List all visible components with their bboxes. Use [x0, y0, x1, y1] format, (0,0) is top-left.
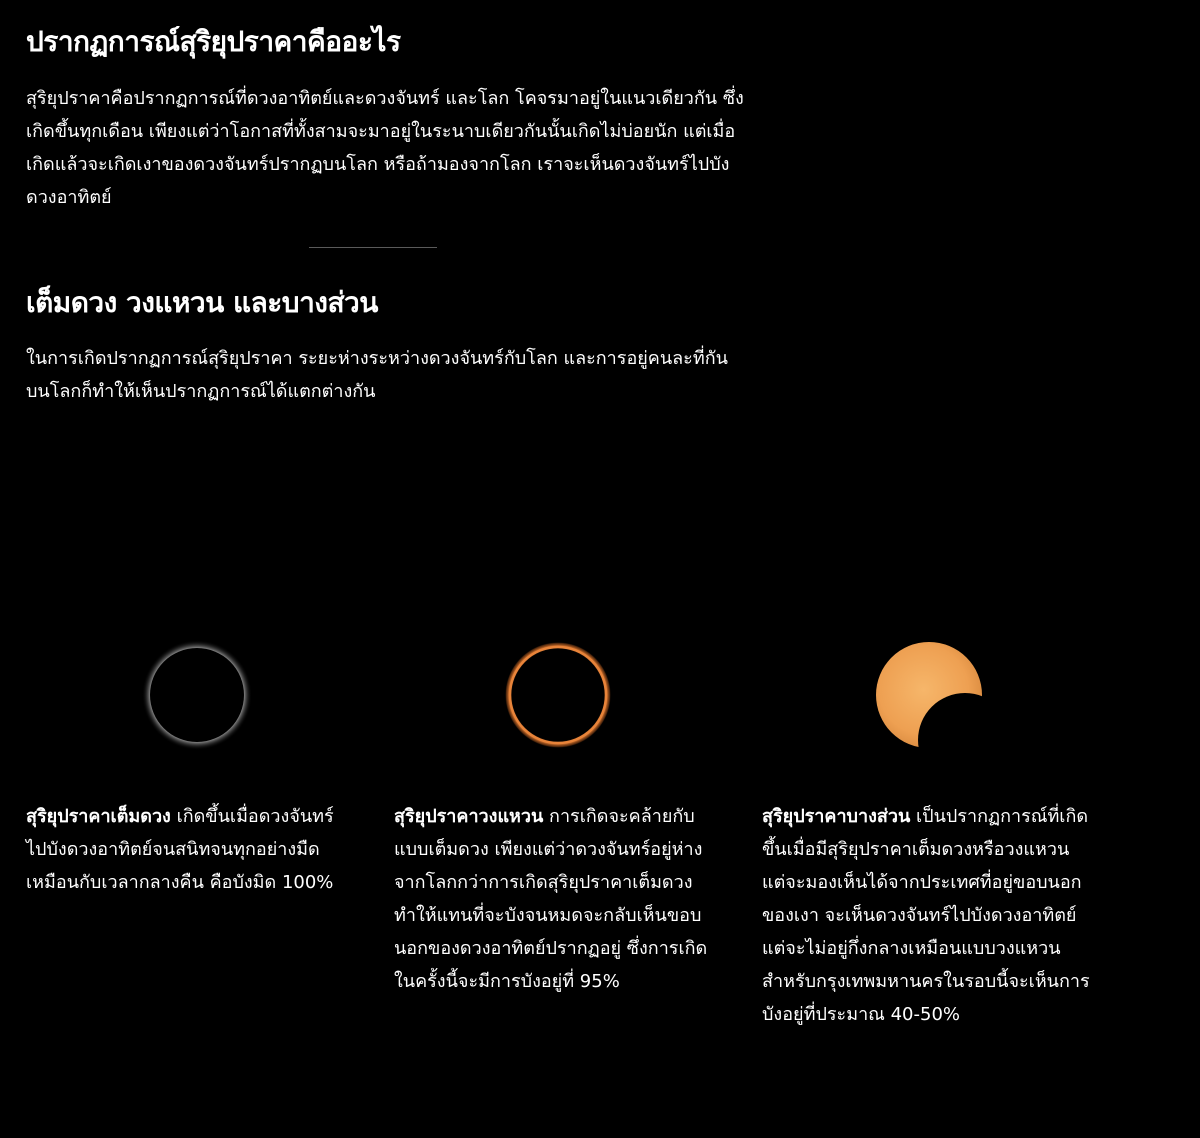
- annular-eclipse-description: [394, 800, 724, 998]
- eclipse-types-title: เต็มดวง วงแหวน และบางส่วน: [26, 286, 378, 319]
- partial-eclipse-text: เป็นปรากฏการณ์ที่เกิดขึ้นเมื่อมีสุริยุปราคาเต็มดวงหรือวงแหวน แต่จะมองเห็นได้จากประเทศที่อยู่ขอบนอกของเงา จะเห็นดวงจันทร์ไปบังดวงอาทิตย์ แต่จะไม่อยู่กึ่งกลางเหมือนแบบวงแหวน สำหรับกรุงเทพมหานครในรอบนี้จะเห็นการบังอยู่ที่ประมาณ 40-50%: [762, 806, 1090, 1025]
- intro-title: ปรากฏการณ์สุริยุปราคาคืออะไร: [26, 25, 401, 58]
- total-eclipse-icon: [142, 640, 252, 750]
- total-eclipse-text: เกิดขึ้นเมื่อดวงจันทร์ไปบังดวงอาทิตย์จนสนิทจนทุกอย่างมืดเหมือนกับเวลากลางคืน คือบังมิด 100%: [26, 806, 334, 893]
- intro-paragraph: สุริยุปราคาคือปรากฏการณ์ที่ดวงอาทิตย์และดวงจันทร์ และโลก โคจรมาอยู่ในแนวเดียวกัน ซึ่งเกิดขึ้นทุกเดือน เพียงแต่ว่าโอกาสที่ทั้งสามจะมาอยู่ในระนาบเดียวกันนั้นเกิดไม่บ่อยนัก แต่เมื่อเกิดแล้วจะเกิดเงาของดวงจันทร์ปรากฏบนโลก หรือถ้ามองจากโลก เราจะเห็นดวงจันทร์ไปบังดวงอาทิตย์: [26, 88, 744, 208]
- total-eclipse-description: [26, 800, 346, 899]
- total-eclipse-name: สุริยุปราคาเต็มดวง: [26, 806, 171, 827]
- eclipse-types-paragraph: ในการเกิดปรากฏการณ์สุริยุปราคา ระยะห่างระหว่างดวงจันทร์กับโลก และการอยู่คนละที่กันบนโลกก็ทำให้เห็นปรากฏการณ์ได้แตกต่างกัน: [26, 348, 728, 402]
- section-divider: [309, 247, 437, 248]
- annular-eclipse-name: สุริยุปราคาวงแหวน: [394, 806, 544, 827]
- partial-eclipse-description: [762, 800, 1092, 1031]
- partial-eclipse-name: สุริยุปราคาบางส่วน: [762, 806, 911, 827]
- annular-eclipse-icon: [503, 640, 613, 750]
- annular-eclipse-text: การเกิดจะคล้ายกับแบบเต็มดวง เพียงแต่ว่าดวงจันทร์อยู่ห่างจากโลกกว่าการเกิดสุริยุปราคาเต็มดวง ทำให้แทนที่จะบังจนหมดจะกลับเห็นขอบนอกของดวงอาทิตย์ปรากฏอยู่ ซึ่งการเกิดในครั้งนี้จะมีการบังอยู่ที่ 95%: [394, 806, 708, 992]
- partial-eclipse-icon: [872, 640, 982, 750]
